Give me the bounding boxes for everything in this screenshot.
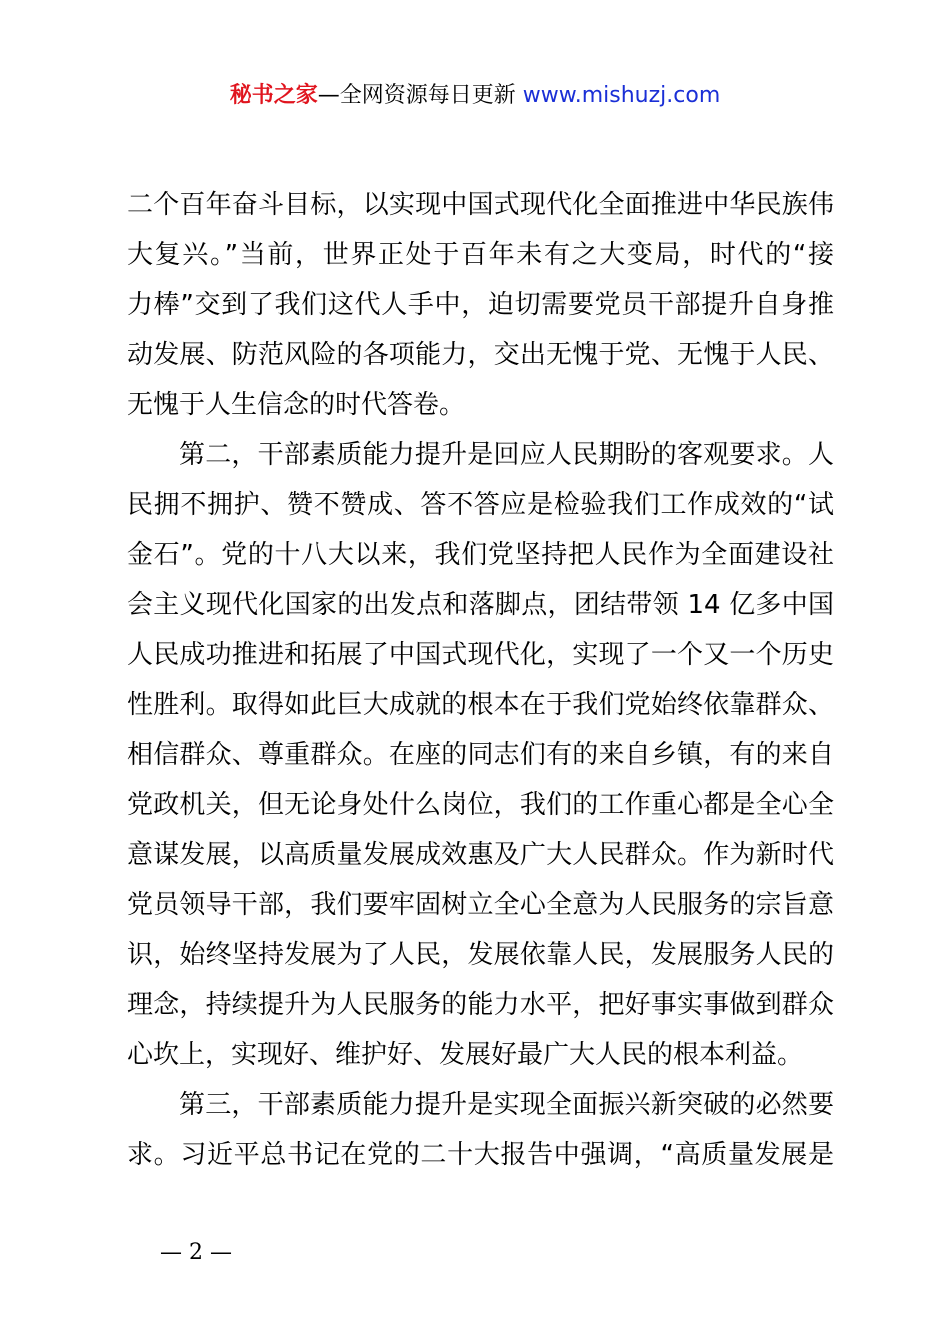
text-line: 无愧于人生信念的时代答卷。 [127,390,466,420]
text-line: 党员领导干部，我们要牢固树立全心全意为人民服务的宗旨意 [127,890,834,920]
text-line: 相信群众、尊重群众。在座的同志们有的来自乡镇，有的来自 [127,740,834,770]
page-number: — 2 — [160,1240,232,1265]
text-line: 二个百年奋斗目标，以实现中国式现代化全面推进中华民族伟 [127,190,834,220]
text-line: 动发展、防范风险的各项能力，交出无愧于党、无愧于人民、 [127,340,834,370]
text-line: 民拥不拥护、赞不赞成、答不答应是检验我们工作成效的“试 [127,490,834,520]
header-slogan: —全网资源每日更新 [317,83,523,108]
header-url-link[interactable]: www.mishuzj.com [522,83,721,108]
text-line: 识，始终坚持发展为了人民，发展依靠人民，发展服务人民的 [127,940,834,970]
text-line: 意谋发展，以高质量发展成效惠及广大人民群众。作为新时代 [127,840,834,870]
text-line: 心坎上，实现好、维护好、发展好最广大人民的根本利益。 [127,1040,804,1070]
text-line: 求。习近平总书记在党的二十大报告中强调，“高质量发展是 [127,1140,834,1170]
body-text [127,180,834,1180]
text-line: 金石”。党的十八大以来，我们党坚持把人民作为全面建设社 [127,540,834,570]
text-line: 会主义现代化国家的出发点和落脚点，团结带领 14 亿多中国 [127,590,834,620]
text-line: 党政机关，但无论身处什么岗位，我们的工作重心都是全心全 [127,790,834,820]
page-header [0,78,950,114]
text-line: 理念，持续提升为人民服务的能力水平，把好事实事做到群众 [127,990,834,1020]
text-line: 力棒”交到了我们这代人手中，迫切需要党员干部提升自身推 [127,290,834,320]
paragraph-start-line: 第三，干部素质能力提升是实现全面振兴新突破的必然要 [179,1090,834,1120]
text-line: 大复兴。”当前，世界正处于百年未有之大变局，时代的“接 [127,240,834,270]
text-line: 性胜利。取得如此巨大成就的根本在于我们党始终依靠群众、 [127,690,834,720]
header-brand: 秘书之家 [229,83,318,108]
text-line: 人民成功推进和拓展了中国式现代化，实现了一个又一个历史 [127,640,834,670]
paragraph-start-line: 第二，干部素质能力提升是回应人民期盼的客观要求。人 [179,440,834,470]
